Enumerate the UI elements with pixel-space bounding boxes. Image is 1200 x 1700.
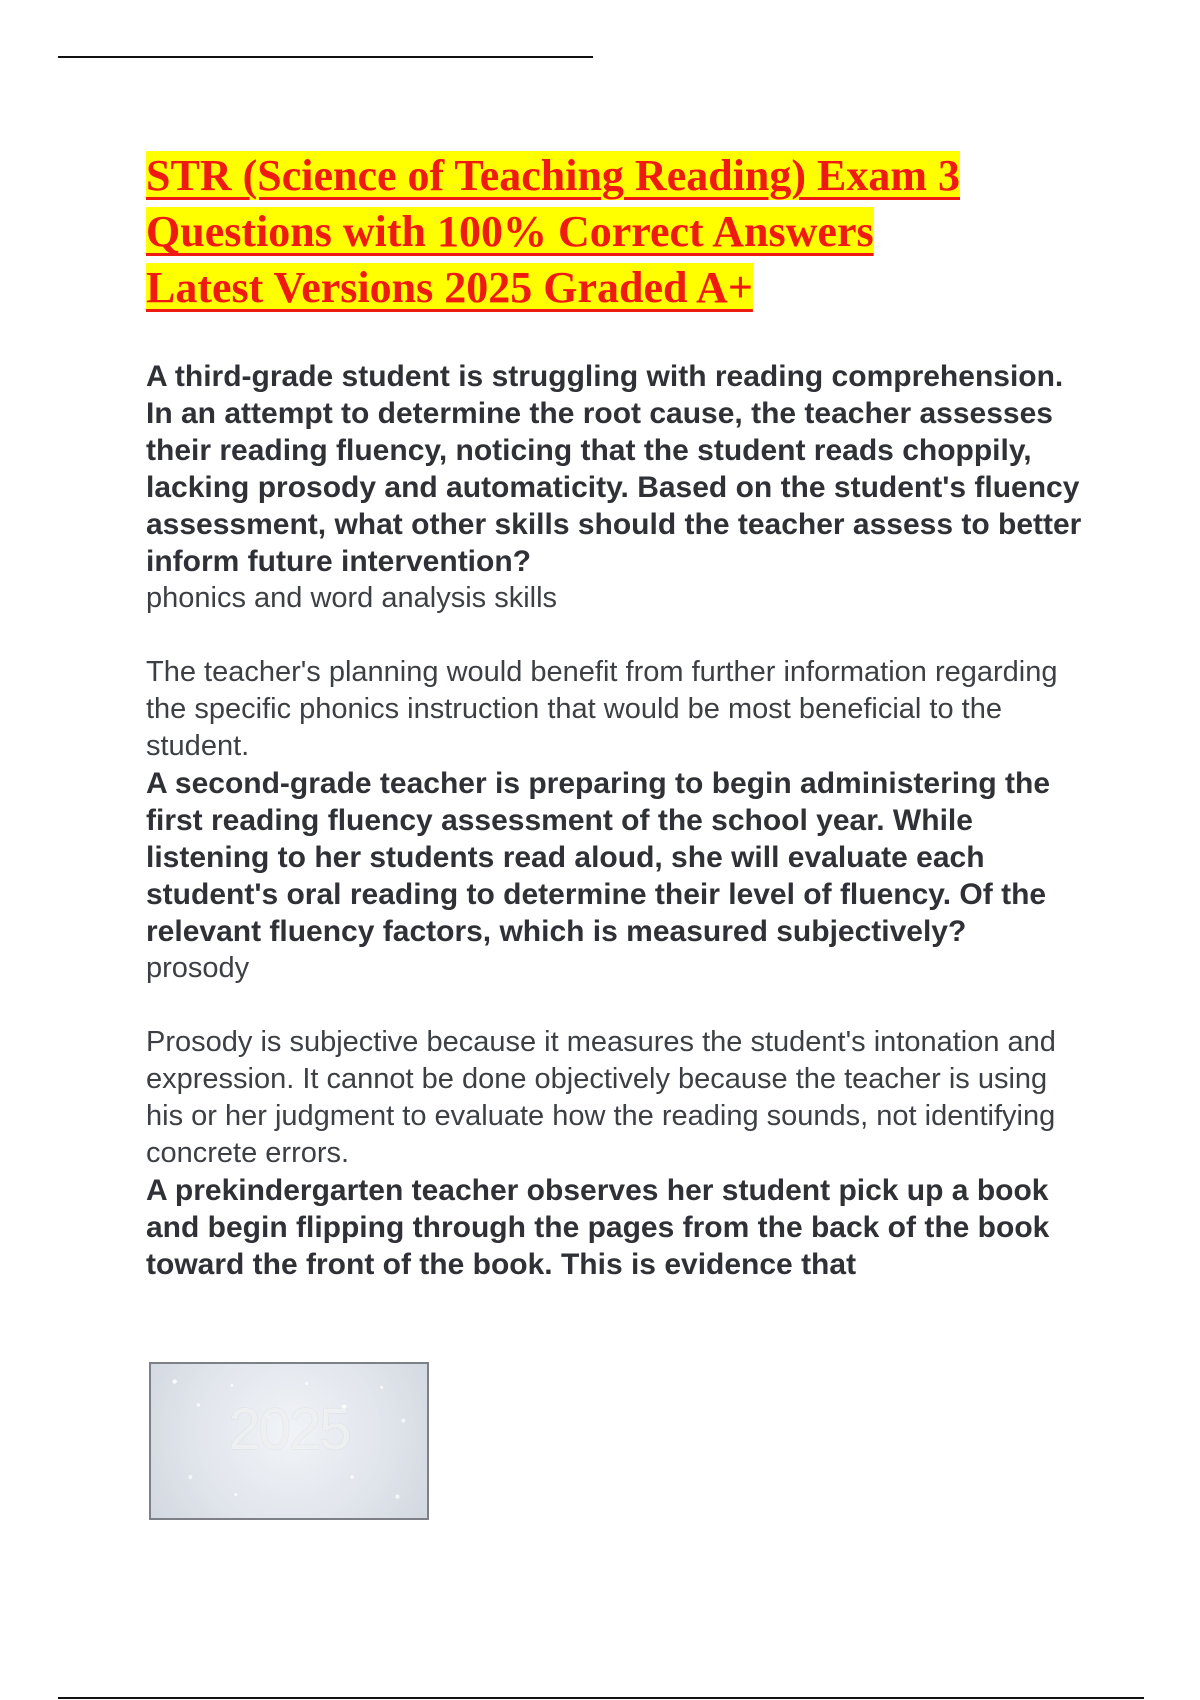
question-answer-2	[146, 765, 1092, 1172]
title-line-2: Questions with 100% Correct Answers	[146, 207, 874, 256]
question-2: A second-grade teacher is preparing to begin administering the first reading fluency assessment of the school year. While listening to her students read aloud, she will evaluate each student's oral reading to determine their level of fluency. Of the relevant fluency factors, which is measured subjectively?	[146, 767, 1051, 948]
document-title	[146, 148, 1092, 316]
bottom-horizontal-rule	[58, 1697, 1144, 1699]
explanation-1: The teacher's planning would benefit from further information regarding the specific phonics instruction that would be most beneficial to the student.	[146, 656, 1058, 762]
question-answer-3	[146, 1172, 1092, 1283]
answer-1: phonics and word analysis skills	[146, 582, 558, 614]
document-content	[146, 148, 1092, 1283]
question-1: A third-grade student is struggling with reading comprehension. In an attempt to determine the root cause, the teacher assesses their reading fluency, noticing that the student reads choppily, lacking prosody and automaticity. Based on the student's fluency assessment, what other skills should the teacher assess to better inform future intervention?	[146, 360, 1082, 578]
top-horizontal-rule	[58, 56, 593, 58]
question-answer-1	[146, 358, 1092, 765]
explanation-2: Prosody is subjective because it measures the student's intonation and expression. It cannot be done objectively because the teacher is using his or her judgment to evaluate how the reading sounds, not identifying concrete errors.	[146, 1026, 1056, 1169]
year-preview-image	[149, 1362, 429, 1520]
answer-2: prosody	[146, 952, 250, 984]
title-line-3: Latest Versions 2025 Graded A+	[146, 263, 753, 312]
question-3: A prekindergarten teacher observes her student pick up a book and begin flipping through the pages from the back of the book toward the front of the book. This is evidence that	[146, 1174, 1050, 1281]
preview-year-text: 2025	[228, 1397, 350, 1462]
title-line-1: STR (Science of Teaching Reading) Exam 3	[146, 151, 961, 200]
